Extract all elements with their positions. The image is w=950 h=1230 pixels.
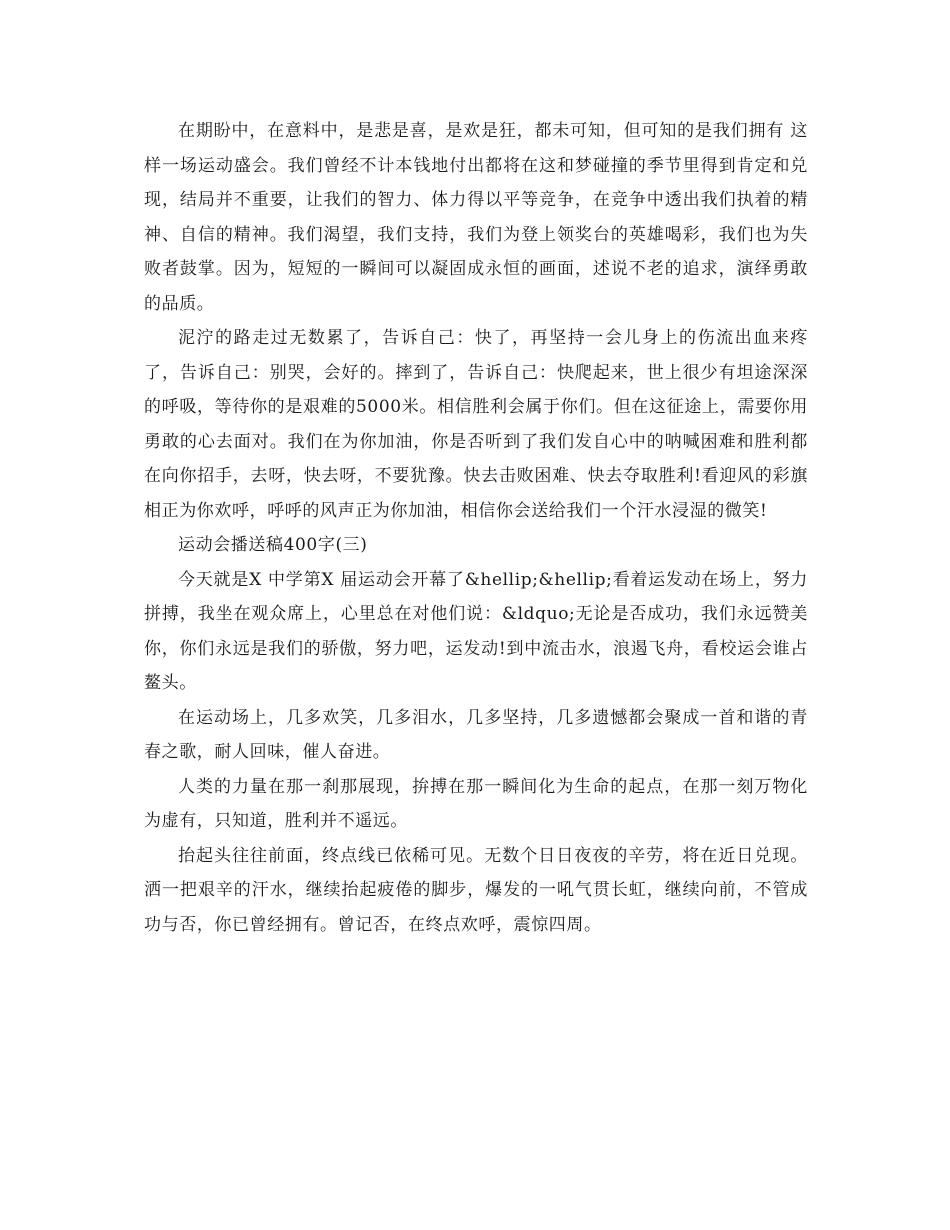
paragraph-opening-day: 今天就是X 中学第X 届运动会开幕了&hellip;&hellip;看着运发动在场上，努力拼搏，我坐在观众席上，心里总在对他们说：&ldquo;无论是否成功，我们永远赞美你，你们永远是我们的骄傲，努力吧，运发动!到中流击水，浪遏飞舟，看校运会谁占鳌头。 [144, 569, 808, 693]
paragraph-muddy-road: 泥泞的路走过无数累了，告诉自己：快了，再坚持一会儿身上的伤流出血来疼了，告诉自己：别哭，会好的。摔到了，告诉自己：快爬起来，世上很少有坦途深深的呼吸，等待你的是艰难的5000米。相信胜利会属于你们。但在这征途上，需要你用勇敢的心去面对。我们在为你加油，你是否听到了我们发自心中的呐喊困难和胜利都在向你招手，去呀，快去呀，不要犹豫。快去击败困难、快去夺取胜利!看迎风的彩旗相正为你欢呼，呼呼的风声正为你加油，相信你会送给我们一个汗水浸湿的微笑! [144, 328, 808, 521]
section-heading: 运动会播送稿400字(三) [178, 535, 368, 555]
paragraph-finish-line: 抬起头往往前面，终点线已依稀可见。无数个日日夜夜的辛劳，将在近日兑现。洒一把艰辛的汗水，继续抬起疲倦的脚步，爆发的一吼气贯长虹，继续向前，不管成功与否，你已曾经拥有。曾记否，在终点欢呼，震惊四周。 [144, 845, 808, 935]
paragraph-stadium-anticipation: 在期盼中，在意料中，是悲是喜，是欢是狂，都未可知，但可知的是我们拥有 这样一场运动盛会。我们曾经不计本钱地付出都将在这和梦碰撞的季节里得到肯定和兑现，结局并不重要，让我们的智力、体力得以平等竞争，在竞争中透出我们执着的精神、自信的精神。我们渴望，我们支持，我们为登上领奖台的英雄喝彩，我们也为失败者鼓掌。因为，短短的一瞬间可以凝固成永恒的画面，述说不老的追求，演绎勇敢的品质。 [144, 121, 808, 314]
document-body [144, 114, 808, 942]
paragraph-laughter-tears: 在运动场上，几多欢笑，几多泪水，几多坚持，几多遗憾都会聚成一首和谐的青春之歌，耐人回味，催人奋进。 [144, 707, 808, 762]
paragraph-human-strength: 人类的力量在那一刹那展现，拚搏在那一瞬间化为生命的起点，在那一刻万物化为虚有，只知道，胜利并不遥远。 [144, 776, 808, 831]
